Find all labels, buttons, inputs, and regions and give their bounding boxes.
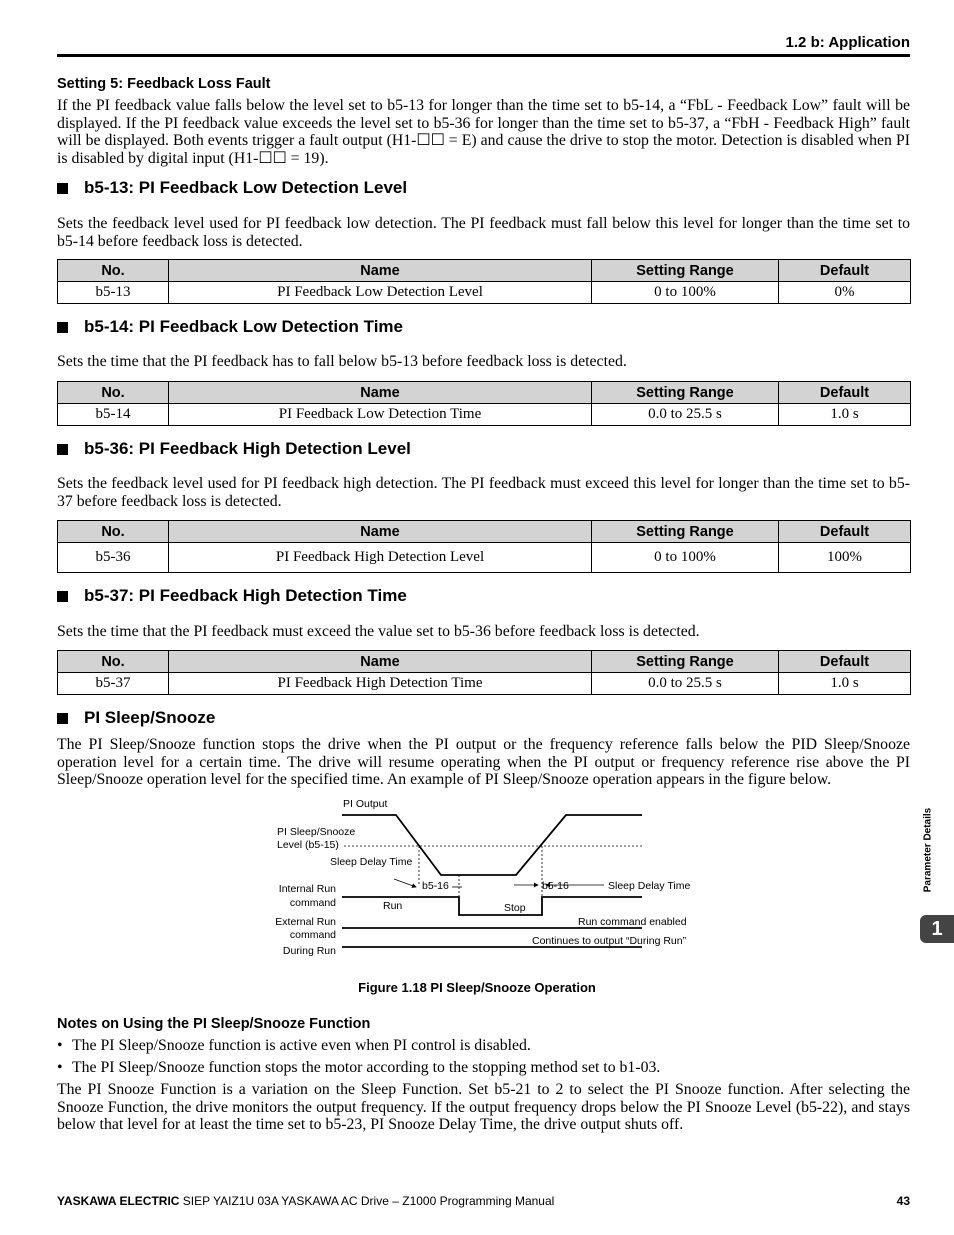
- cell-range: 0.0 to 25.5 s: [592, 404, 779, 426]
- section-body-b5-36: Sets the feedback level used for PI feedback high detection. The PI feedback must exceed this level for longer than the time set to b5-37 before feedback loss is detected.: [57, 475, 910, 510]
- table-row: [58, 543, 911, 573]
- cell-range: 0.0 to 25.5 s: [592, 673, 779, 695]
- section-body-b5-14: Sets the time that the PI feedback has to fall below b5-13 before feedback loss is detected.: [57, 353, 627, 370]
- fig-label-level-2: Level (b5-15): [277, 839, 339, 851]
- section-heading-b5-36: [57, 439, 910, 459]
- fig-label-run-enabled: Run command enabled: [578, 916, 687, 928]
- table-row: [58, 282, 911, 304]
- section-heading-text: b5-37: PI Feedback High Detection Time: [84, 586, 407, 605]
- cell-name: PI Feedback High Detection Level: [169, 543, 592, 573]
- section-heading-b5-14: [57, 317, 910, 337]
- sleep-body: The PI Sleep/Snooze function stops the drive when the PI output or the frequency reference falls below the PID Sleep/Snooze operation level for a certain time. The drive will resume operating when the PI output or frequency reference rise above the PI Sleep/Snooze operation level for the specified time. An example of PI Sleep/Snooze operation appears in the figure below.: [57, 736, 910, 788]
- cell-default: 1.0 s: [779, 673, 911, 695]
- col-header-name: Name: [169, 521, 592, 543]
- cell-default: 100%: [779, 543, 911, 573]
- fig-label-during-run: During Run: [282, 945, 336, 957]
- col-header-default: Default: [779, 260, 911, 282]
- section-heading-text: b5-14: PI Feedback Low Detection Time: [84, 317, 403, 336]
- fig-label-continues: Continues to output “During Run”: [532, 935, 687, 947]
- param-table-b5-36: [57, 520, 911, 573]
- col-header-name: Name: [169, 260, 592, 282]
- col-header-no: No.: [58, 382, 169, 404]
- section-body-b5-37: Sets the time that the PI feedback must exceed the value set to b5-36 before feedback loss is detected.: [57, 623, 700, 640]
- cell-no: b5-36: [58, 543, 169, 573]
- fig-label-run: Run: [383, 900, 403, 912]
- col-header-name: Name: [169, 651, 592, 673]
- header-rule: [57, 54, 910, 57]
- col-header-range: Setting Range: [592, 521, 779, 543]
- param-table-b5-37: [57, 650, 911, 695]
- notes-body: The PI Snooze Function is a variation on the Sleep Function. Set b5-21 to 2 to select the PI Snooze function. After selecting the Snooze Function, the drive monitors the output frequency. If the output frequency drops below the PI Snooze Level (b5-22), and stays below that level for at least the time set to b5-23, PI Snooze Delay Time, the drive output shuts off.: [57, 1081, 910, 1133]
- col-header-name: Name: [169, 382, 592, 404]
- square-bullet-icon: [57, 591, 68, 602]
- sleep-delay-arrow: [394, 879, 416, 887]
- section-heading-text: b5-13: PI Feedback Low Detection Level: [84, 178, 408, 197]
- section-heading-b5-13: [57, 178, 910, 198]
- section-heading-text: PI Sleep/Snooze: [84, 708, 216, 727]
- param-table-b5-13: [57, 259, 911, 304]
- fig-label-external-run-2: command: [289, 929, 336, 941]
- list-item-text: The PI Sleep/Snooze function is active even when PI control is disabled.: [72, 1037, 531, 1054]
- param-table-b5-14: [57, 381, 911, 426]
- table-header-row: [58, 260, 911, 282]
- list-item-text: The PI Sleep/Snooze function stops the motor according to the stopping method set to b1-03.: [72, 1059, 661, 1076]
- cell-default: 1.0 s: [779, 404, 911, 426]
- list-item: [57, 1037, 910, 1055]
- header-title: 1.2 b: Application: [785, 34, 910, 51]
- square-bullet-icon: [57, 713, 68, 724]
- fig-label-stop: Stop: [504, 902, 526, 914]
- col-header-default: Default: [779, 651, 911, 673]
- chapter-tab: 1: [920, 915, 954, 943]
- square-bullet-icon: [57, 444, 68, 455]
- fig-label-pi-output: PI Output: [343, 798, 388, 810]
- col-header-default: Default: [779, 382, 911, 404]
- side-section-text: Parameter Details: [922, 807, 934, 893]
- fig-label-b516-right: b5-16: [542, 880, 569, 892]
- table-row: [58, 404, 911, 426]
- col-header-range: Setting Range: [592, 260, 779, 282]
- col-header-no: No.: [58, 651, 169, 673]
- list-item: [57, 1059, 910, 1077]
- page-number: 43: [896, 1194, 910, 1208]
- sleep-snooze-timing-diagram: [266, 795, 706, 965]
- section-heading-sleep: [57, 708, 910, 728]
- table-header-row: [58, 521, 911, 543]
- cell-default: 0%: [779, 282, 911, 304]
- fig-label-internal-run-2: command: [289, 897, 336, 909]
- section-heading-text: b5-36: PI Feedback High Detection Level: [84, 439, 411, 458]
- cell-no: b5-37: [58, 673, 169, 695]
- col-header-default: Default: [779, 521, 911, 543]
- side-section-label: [920, 800, 936, 900]
- setting5-body: If the PI feedback value falls below the level set to b5-13 for longer than the time set to b5-14, a “FbL - Feedback Low” fault will be displayed. If the PI feedback value exceeds the level set to b5-36 for longer than the time set to b5-37, a “FbH - Feedback High” fault will be displayed. Both events trigger a fault output (H1-☐☐ = E) and cause the drive to stop the motor. Detection is disabled when PI is disabled by digital input (H1-☐☐ = 19).: [57, 97, 910, 167]
- fig-label-level-1: PI Sleep/Snooze: [277, 826, 356, 838]
- square-bullet-icon: [57, 322, 68, 333]
- table-header-row: [58, 382, 911, 404]
- col-header-no: No.: [58, 260, 169, 282]
- fig-label-b516-left: b5-16: [422, 880, 449, 892]
- bullet-dot-icon: •: [57, 1037, 63, 1054]
- cell-name: PI Feedback Low Detection Level: [169, 282, 592, 304]
- cell-no: b5-13: [58, 282, 169, 304]
- fig-label-internal-run-1: Internal Run: [278, 883, 336, 895]
- table-header-row: [58, 651, 911, 673]
- cell-name: PI Feedback High Detection Time: [169, 673, 592, 695]
- cell-name: PI Feedback Low Detection Time: [169, 404, 592, 426]
- col-header-range: Setting Range: [592, 382, 779, 404]
- footer-doc-info: [57, 1194, 554, 1208]
- table-row: [58, 673, 911, 695]
- cell-no: b5-14: [58, 404, 169, 426]
- notes-title: Notes on Using the PI Sleep/Snooze Function: [57, 1016, 371, 1032]
- setting5-title: Setting 5: Feedback Loss Fault: [57, 76, 271, 92]
- cell-range: 0 to 100%: [592, 282, 779, 304]
- square-bullet-icon: [57, 183, 68, 194]
- col-header-range: Setting Range: [592, 651, 779, 673]
- footer-company: YASKAWA ELECTRIC: [57, 1194, 180, 1208]
- section-heading-b5-37: [57, 586, 910, 606]
- figure-caption: Figure 1.18 PI Sleep/Snooze Operation: [358, 980, 596, 995]
- fig-label-sleep-delay-right: Sleep Delay Time: [608, 880, 691, 892]
- footer-doc-title: SIEP YAIZ1U 03A YASKAWA AC Drive – Z1000 Programming Manual: [179, 1194, 555, 1208]
- bullet-dot-icon: •: [57, 1059, 63, 1076]
- col-header-no: No.: [58, 521, 169, 543]
- fig-label-sleep-delay-left: Sleep Delay Time: [330, 856, 413, 868]
- section-body-b5-13: Sets the feedback level used for PI feedback low detection. The PI feedback must fall below this level for longer than the time set to b5-14 before feedback loss is detected.: [57, 215, 910, 250]
- cell-range: 0 to 100%: [592, 543, 779, 573]
- fig-label-external-run-1: External Run: [275, 916, 336, 928]
